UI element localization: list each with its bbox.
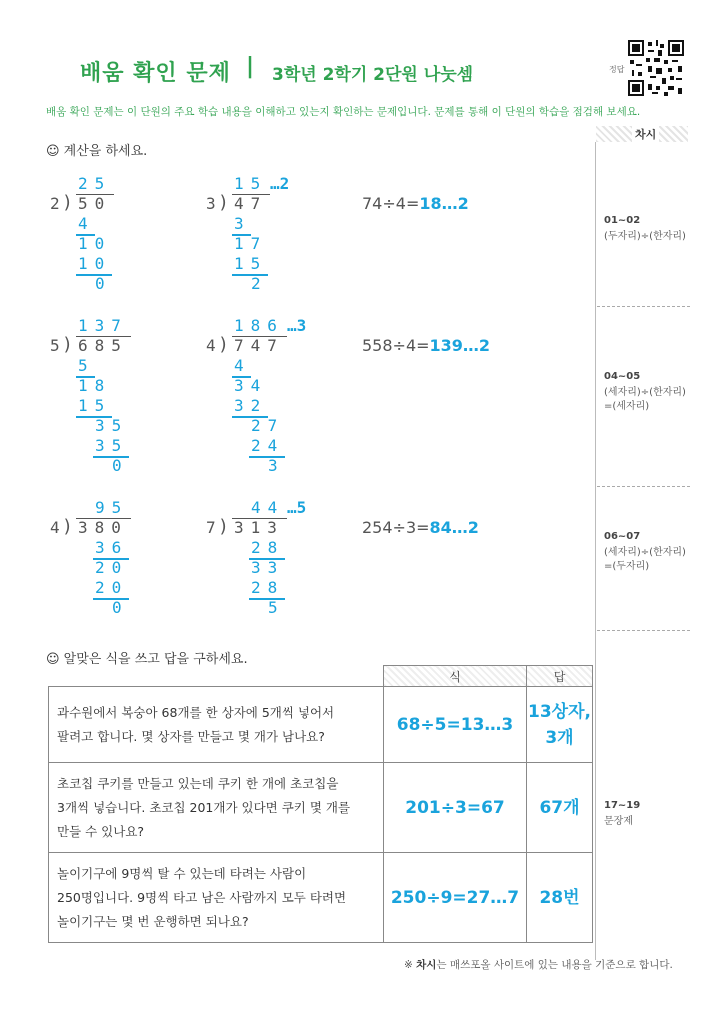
division-step: 3 bbox=[268, 456, 285, 475]
division-step: 0 bbox=[95, 274, 112, 293]
division-step: 15 bbox=[234, 254, 268, 273]
remainder: …3 bbox=[287, 316, 307, 335]
division-bracket: ) bbox=[218, 192, 229, 213]
dividend: 313 bbox=[234, 518, 284, 537]
quotient: 15 bbox=[234, 174, 268, 193]
sidebar-separator bbox=[597, 306, 690, 307]
division-step: 20 bbox=[95, 578, 129, 597]
division-bracket: ) bbox=[62, 516, 73, 537]
division-step: 36 bbox=[95, 538, 129, 557]
sidebar-item-count: 17~19 bbox=[604, 800, 641, 811]
division-step: 35 bbox=[95, 436, 129, 455]
formula-cell: 68÷5=13…3 bbox=[384, 687, 527, 763]
equation-answer: 84…2 bbox=[429, 518, 479, 537]
division-step: 4 bbox=[234, 356, 251, 375]
sidebar-item-count: 01~02 bbox=[604, 215, 641, 226]
footer-prefix: ※ bbox=[404, 959, 413, 971]
quotient: 44 bbox=[251, 498, 285, 517]
division-bracket: ) bbox=[218, 516, 229, 537]
equation bbox=[362, 518, 479, 537]
section-title: ☺ 알맞은 식을 쓰고 답을 구하세요. bbox=[46, 652, 248, 667]
sidebar-item-desc: (두자리)÷(한자리) bbox=[604, 231, 686, 242]
section-title: ☺ 계산을 하세요. bbox=[46, 144, 148, 159]
division-step: 0 bbox=[112, 456, 129, 475]
table-row bbox=[49, 687, 593, 763]
divisor: 3 bbox=[206, 194, 216, 213]
division-step: 3 bbox=[234, 214, 251, 233]
division-step: 15 bbox=[78, 396, 112, 415]
quotient: 95 bbox=[95, 498, 129, 517]
question-cell: 과수원에서 복숭아 68개를 한 상자에 5개씩 넣어서 팔려고 합니다. 몇 상자를 만들고 몇 개가 남나요? bbox=[49, 687, 384, 763]
divisor: 4 bbox=[206, 336, 216, 355]
division-bracket: ) bbox=[62, 334, 73, 355]
page-subtitle: 3학년 2학기 2단원 나눗셈 bbox=[272, 65, 474, 85]
division-step: 18 bbox=[78, 376, 112, 395]
table-row bbox=[49, 763, 593, 853]
page-title: 배움 확인 문제 bbox=[80, 61, 231, 86]
dividend: 47 bbox=[234, 194, 268, 213]
sidebar-item-desc: (세자리)÷(한자리) =(두자리) bbox=[604, 547, 686, 572]
sidebar-item-count: 04~05 bbox=[604, 371, 641, 382]
division-step: 27 bbox=[251, 416, 285, 435]
answer-cell: 13상자, 3개 bbox=[527, 687, 593, 763]
division-step: 28 bbox=[251, 538, 285, 557]
equation-expr: 558÷4= bbox=[362, 336, 430, 355]
equation-answer: 18…2 bbox=[419, 194, 469, 213]
division-step: 24 bbox=[251, 436, 285, 455]
division-step: 0 bbox=[112, 598, 129, 617]
division-step: 4 bbox=[78, 214, 95, 233]
intro-text: 배움 확인 문제는 이 단원의 주요 학습 내용을 이해하고 있는지 확인하는 문제입니다. 문제를 통해 이 단원의 학습을 점검해 보세요. bbox=[46, 106, 641, 118]
equation-answer: 139…2 bbox=[429, 336, 491, 355]
footer-bold: 차시 bbox=[416, 959, 437, 971]
division-step: 33 bbox=[251, 558, 285, 577]
division-bracket: ) bbox=[62, 192, 73, 213]
title-separator: | bbox=[246, 54, 255, 79]
word-problem-table bbox=[48, 665, 593, 943]
division-step: 35 bbox=[95, 416, 129, 435]
equation-expr: 254÷3= bbox=[362, 518, 430, 537]
question-cell: 초코칩 쿠키를 만들고 있는데 쿠키 한 개에 초코칩을 3개씩 넣습니다. 초코칩 201개가 있다면 쿠키 몇 개를 만들 수 있나요? bbox=[49, 763, 384, 853]
remainder: …2 bbox=[270, 174, 290, 193]
division-step: 5 bbox=[268, 598, 285, 617]
table-row bbox=[49, 853, 593, 943]
divisor: 7 bbox=[206, 518, 216, 537]
answer-cell: 28번 bbox=[527, 853, 593, 943]
footer-text: 는 매쓰포올 사이트에 있는 내용을 기준으로 합니다. bbox=[436, 959, 673, 971]
divisor: 4 bbox=[50, 518, 60, 537]
dividend: 50 bbox=[78, 194, 112, 213]
quotient: 137 bbox=[78, 316, 128, 335]
sidebar-item-desc: (세자리)÷(한자리) =(세자리) bbox=[604, 387, 686, 412]
sidebar-heading: 차시 bbox=[632, 126, 659, 142]
dividend: 380 bbox=[78, 518, 128, 537]
division-step: 2 bbox=[251, 274, 268, 293]
division-step: 32 bbox=[234, 396, 268, 415]
question-cell: 놀이기구에 9명씩 탈 수 있는데 타려는 사람이 250명입니다. 9명씩 타고 남은 사람까지 모두 타려면 놀이기구는 몇 번 운행하면 되나요? bbox=[49, 853, 384, 943]
qr-code-icon[interactable] bbox=[628, 40, 684, 96]
division-step: 34 bbox=[234, 376, 268, 395]
equation bbox=[362, 194, 469, 213]
sidebar-divider bbox=[595, 142, 596, 960]
formula-cell: 250÷9=27…7 bbox=[384, 853, 527, 943]
divisor: 5 bbox=[50, 336, 60, 355]
division-step: 20 bbox=[95, 558, 129, 577]
division-bracket: ) bbox=[218, 334, 229, 355]
answer-cell: 67개 bbox=[527, 763, 593, 853]
sidebar-item-desc: 문장제 bbox=[604, 816, 633, 827]
formula-cell: 201÷3=67 bbox=[384, 763, 527, 853]
equation bbox=[362, 336, 490, 355]
header-formula: 식 bbox=[384, 666, 527, 687]
division-step: 10 bbox=[78, 234, 112, 253]
division-step: 17 bbox=[234, 234, 268, 253]
divisor: 2 bbox=[50, 194, 60, 213]
division-step: 5 bbox=[78, 356, 95, 375]
division-step: 28 bbox=[251, 578, 285, 597]
footer-note bbox=[404, 957, 673, 972]
quotient: 25 bbox=[78, 174, 112, 193]
dividend: 747 bbox=[234, 336, 284, 355]
equation-expr: 74÷4= bbox=[362, 194, 420, 213]
remainder: …5 bbox=[287, 498, 307, 517]
sidebar-item-count: 06~07 bbox=[604, 531, 641, 542]
sidebar-separator bbox=[597, 486, 690, 487]
sidebar-separator bbox=[597, 630, 690, 631]
quotient: 186 bbox=[234, 316, 284, 335]
header-answer: 답 bbox=[527, 666, 593, 687]
qr-label: 정답 bbox=[609, 65, 625, 74]
division-step: 10 bbox=[78, 254, 112, 273]
dividend: 685 bbox=[78, 336, 128, 355]
